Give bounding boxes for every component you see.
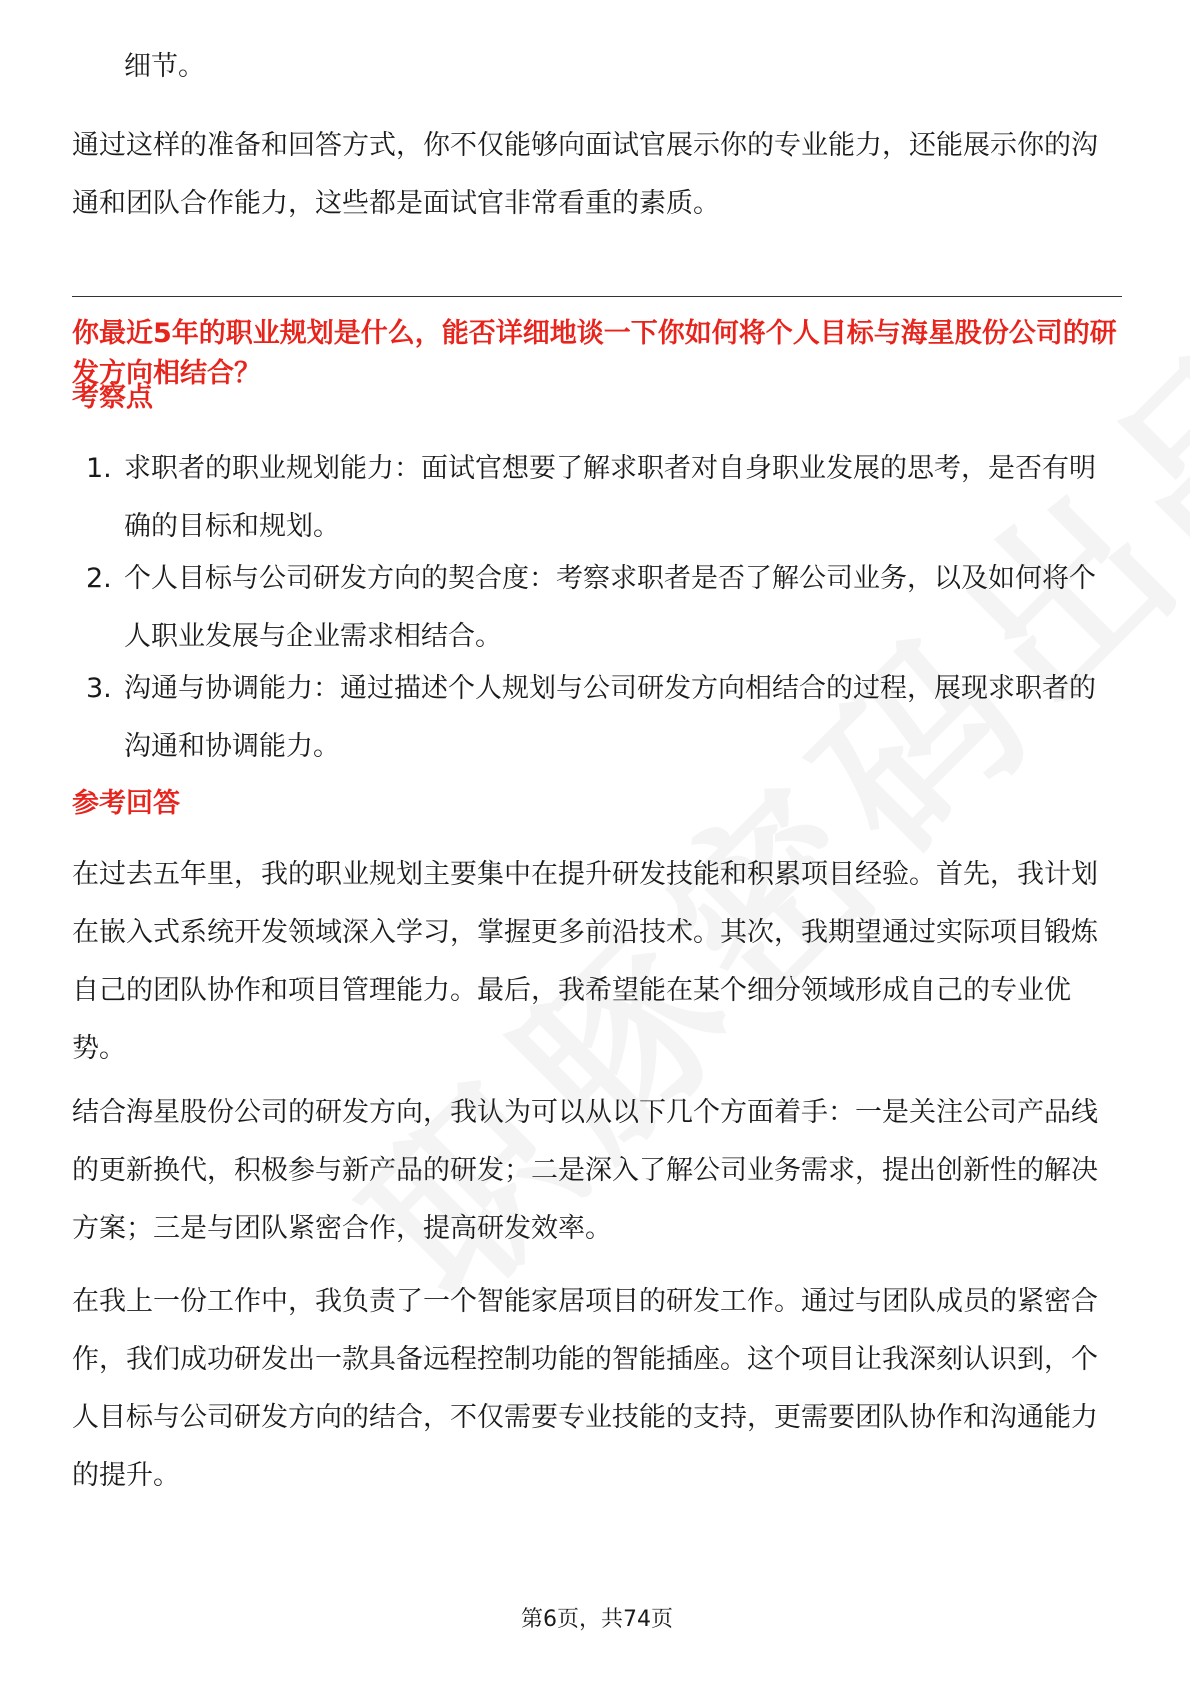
section-divider xyxy=(72,296,1122,297)
document-page xyxy=(72,0,1122,1684)
intro-tail-text: 细节。 xyxy=(124,51,205,82)
assessment-item-number: 2. xyxy=(86,563,112,594)
reference-paragraph: 结合海星股份公司的研发方向，我认为可以从以下几个方面着手：一是关注公司产品线的更新换代，积极参与新产品的研发；二是深入了解公司业务需求，提出创新性的解决方案；三是与团队紧密合作，提高研发效率。 xyxy=(72,1097,1098,1244)
reference-title: 参考回答 xyxy=(72,788,180,819)
reference-paragraph: 在我上一份工作中，我负责了一个智能家居项目的研发工作。通过与团队成员的紧密合作，我们成功研发出一款具备远程控制功能的智能插座。这个项目让我深刻认识到，个人目标与公司研发方向的结合，不仅需要专业技能的支持，更需要团队协作和沟通能力的提升。 xyxy=(72,1286,1098,1491)
page-number: 第6页，共74页 xyxy=(521,1607,673,1632)
interview-question: 你最近5年的职业规划是什么，能否详细地谈一下你如何将个人目标与海星股份公司的研发方向相结合？ xyxy=(72,318,1117,389)
summary-paragraph: 通过这样的准备和回答方式，你不仅能够向面试官展示你的专业能力，还能展示你的沟通和团队合作能力，这些都是面试官非常看重的素质。 xyxy=(72,130,1098,219)
assessment-item-number: 1. xyxy=(86,453,112,484)
assessment-item-text: 个人目标与公司研发方向的契合度：考察求职者是否了解公司业务，以及如何将个人职业发展与企业需求相结合。 xyxy=(124,563,1096,652)
assessment-item-text: 求职者的职业规划能力：面试官想要了解求职者对自身职业发展的思考，是否有明确的目标和规划。 xyxy=(124,453,1096,542)
assessment-item-number: 3. xyxy=(86,673,112,704)
assessment-item-text: 沟通与协调能力：通过描述个人规划与公司研发方向相结合的过程，展现求职者的沟通和协调能力。 xyxy=(124,673,1096,762)
reference-paragraph: 在过去五年里，我的职业规划主要集中在提升研发技能和积累项目经验。首先，我计划在嵌入式系统开发领域深入学习，掌握更多前沿技术。其次，我期望通过实际项目锻炼自己的团队协作和项目管理能力。最后，我希望能在某个细分领域形成自己的专业优势。 xyxy=(72,859,1098,1064)
assessment-title: 考察点 xyxy=(72,382,153,413)
